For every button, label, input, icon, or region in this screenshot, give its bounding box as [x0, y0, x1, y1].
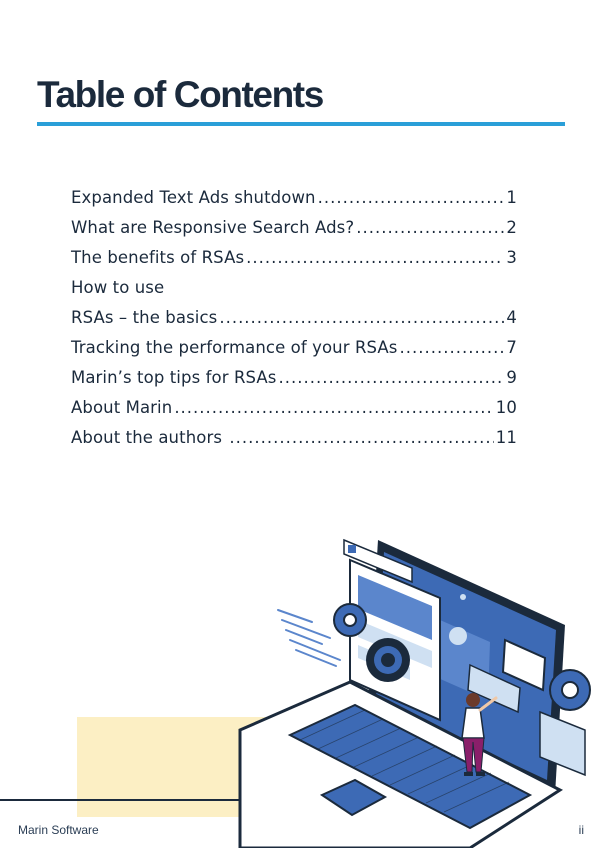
toc-dot-leader [229, 428, 493, 447]
toc-entry-page: 3 [506, 248, 517, 267]
toc-entry[interactable] [71, 248, 517, 278]
toc-dot-leader [356, 218, 504, 237]
footer-page-number: ii [578, 823, 584, 837]
laptop-with-gears-and-woman-illustration [0, 530, 600, 848]
toc-dot-leader [400, 338, 505, 357]
toc-entry-page: 9 [506, 368, 517, 387]
toc-entry[interactable] [71, 368, 517, 398]
toc-dot-leader [219, 308, 504, 327]
footer-company-name: Marin Software [18, 823, 99, 837]
page-title: Table of Contents [37, 74, 323, 115]
gear-icon [550, 670, 590, 710]
toc-entry-label: RSAs – the basics [71, 308, 218, 327]
toc-entry[interactable] [71, 308, 517, 338]
toc-entry-label: How to use [71, 278, 165, 297]
toc-entry-label: Tracking the performance of your RSAs [71, 338, 398, 357]
toc-entry[interactable] [71, 278, 517, 308]
toc-dot-leader [318, 188, 505, 207]
toc-entry-label: Expanded Text Ads shutdown [71, 188, 316, 207]
toc-dot-leader [246, 248, 504, 267]
toc-entry-page: 7 [506, 338, 517, 357]
toc-entry[interactable] [71, 218, 517, 248]
gear-icon [334, 604, 366, 636]
title-underline [37, 122, 565, 126]
toc-dot-leader [174, 398, 493, 417]
toc-entry[interactable] [71, 398, 517, 428]
toc-entry-page: 10 [495, 398, 517, 417]
toc-entry-label: What are Responsive Search Ads? [71, 218, 355, 237]
toc-entry-page: 1 [506, 188, 517, 207]
toc-entry-page: 11 [495, 428, 517, 447]
toc-entry[interactable] [71, 188, 517, 218]
toc-entry[interactable] [71, 428, 517, 458]
toc-entry-page: 2 [506, 218, 517, 237]
toc-entry-label: About the authors [71, 428, 228, 447]
toc-entry-label: Marin’s top tips for RSAs [71, 368, 277, 387]
toc-entry-label: The benefits of RSAs [71, 248, 245, 267]
toc-entry-label: About Marin [71, 398, 173, 417]
toc-dot-leader [278, 368, 504, 387]
toc-entry-page: 4 [506, 308, 517, 327]
toc-entry[interactable] [71, 338, 517, 368]
table-of-contents [71, 188, 517, 458]
gear-icon [366, 638, 410, 682]
speed-lines [278, 610, 340, 666]
